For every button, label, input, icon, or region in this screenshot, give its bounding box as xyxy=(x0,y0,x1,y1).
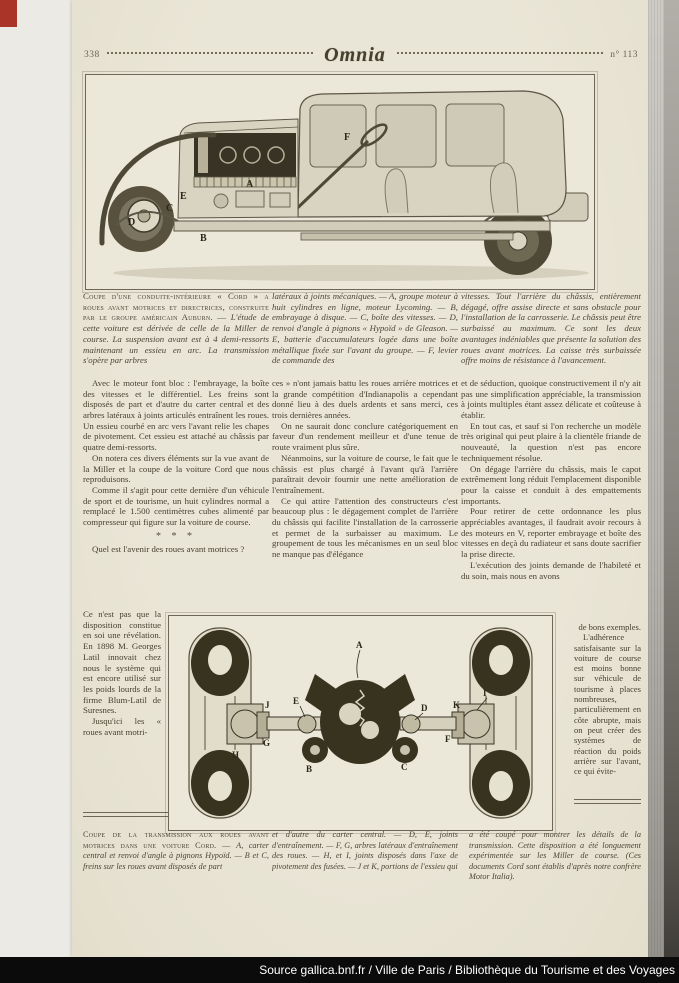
fig2-caption-italic: A, carter central et renvoi d'angle à pignons Hypoïd. — B et C, freins sur les roues avant disposés de part xyxy=(83,840,269,871)
section-rule-right xyxy=(574,799,641,804)
fig2-caption-part3: a été coupé pour montrer les détails de la transmission. Cette disposition a été longuement expérimentée sur les Miller de course. (Ces documents Cord sont établis d'après notre confrère Motor Italia). xyxy=(469,830,641,881)
red-bookmark-tab xyxy=(0,0,17,27)
fig2-caption-lead: Coupe de la transmission aux roues avant motrices dans une voiture Cord. — xyxy=(83,830,269,850)
fig2-label-b: B xyxy=(306,764,313,774)
figure-cord-cutaway xyxy=(85,74,595,290)
fig1-label-e: E xyxy=(180,191,187,202)
cord-cutaway-illustration xyxy=(86,75,594,289)
body-paragraph: Avec le moteur font bloc : l'embrayage, la boîte des vitesses et le différentiel. Les freins sont disposés de part et d'autre du carter central et des arbres latéraux à joints articulés entraînent les roues. Un essieu courbé en arc vers l'avant relie les chapes de pivotement. Cet essieu est attaché au châssis par quatre demi-ressorts. xyxy=(83,377,269,453)
book-edge-shadow xyxy=(664,0,679,957)
column-1 xyxy=(83,291,269,609)
fig2-label-h: H xyxy=(232,750,240,760)
section-rule-left xyxy=(83,812,175,817)
body-paragraph: L'exécution des joints demande de l'habileté et du soin, mais nous en avons xyxy=(461,559,641,581)
issue-number: n° 113 xyxy=(610,50,639,60)
transmission-illustration xyxy=(169,616,552,830)
body-paragraph: Jusqu'ici les « roues avant motri- xyxy=(83,716,161,737)
body-paragraph: On dégage l'arrière du châssis, mais le capot extrêmement long réduit l'emplacement disponible pour la caisse et conduit à des empattements importants. xyxy=(461,463,641,506)
fig2-label-a: A xyxy=(356,640,363,650)
column-2 xyxy=(272,291,458,621)
dotted-rule-right xyxy=(397,52,603,54)
fig1-caption-part3: vitesses. Tout l'arrière du châssis, entièrement dégagé, offre assise directe et sans obstacle pour l'installation de la carrosserie. Le châssis peut être surbaissé au maximum. Ce sont les deux avantages indéniables que présente la solution des roues avant motrices. La caisse très surbaissée offre moins de résistance à l'avancement. xyxy=(461,291,641,366)
body-paragraph: Comme il s'agit pour cette dernière d'un véhicule de sport et de tourisme, un huit cylindres normal a remplacé le 1.500 centimètres cubes alimenté par compresseur qui figure sur la voiture de course. xyxy=(83,484,269,528)
body-paragraph: En tout cas, et sauf si l'on recherche un modèle très original qui peut plaire à la clientèle friande de nouveauté, la question n'est pas encore techniquement résolue. xyxy=(461,420,641,463)
page-header xyxy=(84,43,639,66)
body-paragraph: On notera ces divers éléments sur la vue avant de la Miller et la coupe de la voiture Cord que nous reproduisons. xyxy=(83,452,269,485)
page-number: 338 xyxy=(84,50,100,60)
fig2-label-d: D xyxy=(421,703,428,713)
column-3-narrow xyxy=(574,622,641,796)
fig2-label-i: I xyxy=(483,688,487,698)
fig1-label-d: D xyxy=(128,217,136,228)
fig2-caption-part2: et d'autre du carter central. — D, E, joints d'entraînement. — F, G, arbres latéraux d'entraînement des roues. — H, et I, joints disposés dans l'axe de pivotement des fusées. — J et K, portions de l'essieu qui xyxy=(272,830,458,871)
dotted-rule-left xyxy=(107,52,313,54)
body-paragraph: Ce qui attire l'attention des constructeurs c'est beaucoup plus : le dégagement complet de l'arrière du châssis qui facilite l'installation de la carrosserie et permet de la surbaisser au maximum. Le groupement de tous les mécanismes en un seul bloc ne manque pas d'élégance xyxy=(272,495,458,560)
fig1-caption-part1 xyxy=(83,291,269,366)
car-cabin xyxy=(298,91,566,217)
gallica-source-bar xyxy=(0,957,679,983)
fig2-label-k: K xyxy=(453,700,461,710)
body-paragraph: et de séduction, quoique constructivement il n'y ait pas une simplification appréciable, la transmission à joints multiples étant assez délicate et coûteuse à établir. xyxy=(461,377,641,421)
body-paragraph: Quel est l'avenir des roues avant motrices ? xyxy=(92,543,245,554)
body-paragraph: Ce n'est pas que la disposition constitue en soi une révélation. En 1898 M. Georges Latil innovait chez nous le système qui est encore utilisé sur les poids lourds de la firme Blum-Latil de Suresnes. xyxy=(83,609,161,716)
rear-wheel xyxy=(484,207,552,275)
magazine-page xyxy=(72,0,648,957)
book-fore-edge xyxy=(648,0,664,957)
body-paragraph: de bons exemples. xyxy=(578,622,641,632)
figure-cord-transmission xyxy=(168,615,553,831)
fig1-label-b: B xyxy=(200,233,207,244)
fig2-label-f: F xyxy=(445,734,451,744)
body-paragraph: L'adhérence satisfaisante sur la voiture de course est moins bonne sur véhicule de tourisme à places nombreuses, particulièrement en côte abrupte, mais on peut créer des systèmes de réaction du poids arrière sur l'avant, ce qui évite- xyxy=(574,632,641,777)
body-paragraph: Pour retirer de cette ordonnance les plus appréciables avantages, il faudrait avoir recours à des moteurs en V, reporter embrayage et boîte des vitesses en deçà du radiateur et sans doute sacrifier la prise directe. xyxy=(461,506,641,560)
fig1-caption-italic: L'étude de cette voiture est dérivée de celle de la Miller de course. La suspension avant est à 4 demi-ressorts maintenant un essieu en arc. La transmission s'opère par arbres xyxy=(83,312,269,366)
chassis-rail xyxy=(174,221,550,231)
body-paragraph: Néanmoins, sur la voiture de course, le fait que le châssis est plus chargé à l'avant qu'à l'arrière paraîtrait devoir fournir une nette amélioration de l'entraînement. xyxy=(272,452,458,495)
asterism-separator: * * * xyxy=(156,530,196,542)
magazine-title: Omnia xyxy=(324,43,386,66)
column-3 xyxy=(461,291,641,623)
fig1-caption-part2: latéraux à joints mécaniques. — A, groupe moteur à huit cylindres en ligne, moteur Lycoming. — B, embrayage à disque. — C, boîte des vitesses. — D, renvoi d'angle à pignons « Hypoïd » de Gleason. — E, batterie d'accumulateurs logée dans une boîte métallique fixée sur l'avant du groupe. — F, levier de commande des xyxy=(272,291,458,366)
fig1-caption-lead: Coupe d'une conduite-intérieure « Cord » a roues avant motrices et directrices, construite par le groupe américain Auburn. — xyxy=(83,291,269,323)
fig2-label-j: J xyxy=(265,700,270,710)
fig2-label-e: E xyxy=(293,696,300,706)
fig2-label-g: G xyxy=(263,738,271,748)
source-attribution: Source gallica.bnf.fr / Ville de Paris / Bibliothèque du Tourisme et des Voyages xyxy=(259,963,675,977)
body-paragraph: ces » n'ont jamais battu les roues arrière motrices et la grande compétition d'Indianapolis a cependant donné lieu à des duels ardents et sans merci, ces trois dernières années. xyxy=(272,377,458,421)
running-board xyxy=(301,233,513,240)
column-1-narrow xyxy=(83,609,161,809)
fig1-label-f: F xyxy=(344,132,351,143)
body-paragraph: On ne saurait donc conclure catégoriquement en faveur d'un rendement meilleur et d'une tenue de route vraiment plus sûre. xyxy=(272,420,458,453)
fig2-caption-part1 xyxy=(83,830,269,888)
fig2-label-c: C xyxy=(401,762,408,772)
fig1-label-c: C xyxy=(166,203,174,214)
fig1-label-a: A xyxy=(246,179,254,190)
